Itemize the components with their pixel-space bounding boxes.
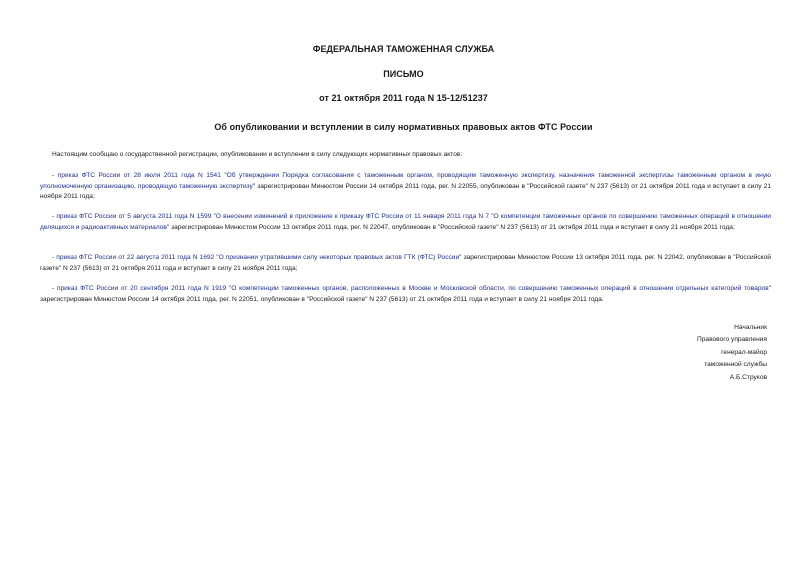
signature-rank: генерал-майор bbox=[721, 348, 767, 356]
document-type: ПИСЬМО bbox=[383, 69, 424, 79]
order-1599-link[interactable]: приказ ФТС России от 5 августа 2011 года N 1599 "О внесении изменений в приложение к приказу ФТС России от 11 января 2011 года N 7 "О компетенции таможенных органов по совершению таможенных операций в отношении делящихся и радиоактивных материалов bbox=[40, 213, 771, 231]
document-subject: Об опубликовании и вступлении в силу нормативных правовых актов ФТС России bbox=[214, 122, 593, 132]
list-item bbox=[40, 171, 771, 203]
signature-title: Начальник bbox=[734, 324, 767, 331]
list-item-prefix: - bbox=[52, 213, 57, 220]
list-item-prefix: - bbox=[52, 285, 57, 292]
order-1692-link[interactable]: приказ ФТС России от 22 августа 2011 года N 1692 "О признании утратившими силу некоторых правовых актов ГТК (ФТС) России bbox=[56, 254, 460, 261]
order-1541-link[interactable]: приказ ФТС России от 28 июля 2011 года N 1541 "Об утверждении Порядка согласования с таможенным органом, проводящим таможенную экспертизу, назначения таможенной экспертизы таможенным органом в иную уполномоченную организацию, проводящую таможенную экспертизу bbox=[40, 172, 771, 190]
signature-block bbox=[567, 322, 767, 384]
document-date-number: от 21 октября 2011 года N 15-12/51237 bbox=[319, 93, 488, 103]
signature-service: таможенной службы bbox=[704, 361, 767, 369]
signature-department: Правового управления bbox=[697, 336, 767, 344]
list-item-prefix: - bbox=[52, 254, 57, 261]
list-item-rest: " зарегистрирован Минюстом России 13 октября 2011 года, рег. N 22047, опубликован в "Российской газете" N 237 (5613) от 21 октября 2011 года и вступает в силу 21 ноября 2011 года; bbox=[166, 223, 735, 231]
list-item bbox=[40, 253, 771, 274]
intro-paragraph: Настоящим сообщаю о государственной регистрации, опубликовании и вступлении в силу следующих нормативных правовых актов: bbox=[52, 151, 463, 158]
list-item-rest: " зарегистрирован Минюстом России 13 октября 2011 года, рег. N 22042, опубликован в "Российской газете" N 237 (5613) от 21 октября 2011 года и вступает в силу 21 ноября 2011 года; bbox=[40, 254, 771, 272]
order-1919-link[interactable]: приказ ФТС России от 20 сентября 2011 года N 1919 "О компетенции таможенных органов, расположенных в Москве и Московской области, по совершению таможенных операций в отношении отдельных категорий товаров bbox=[56, 285, 769, 292]
list-item-rest: " зарегистрирован Минюстом России 14 октября 2011 года, рег. N 22055, опубликован в "Российской газете" N 237 (5613) от 21 октября 2011 года и вступает в силу 21 ноября 2011 года; bbox=[40, 182, 771, 201]
signature-name: А.Б.Струков bbox=[729, 373, 767, 381]
list-item-prefix: - bbox=[52, 172, 58, 179]
list-item bbox=[40, 212, 771, 233]
list-item bbox=[40, 284, 771, 305]
agency-name: ФЕДЕРАЛЬНАЯ ТАМОЖЕННАЯ СЛУЖБА bbox=[312, 44, 495, 54]
list-item-rest: " зарегистрирован Минюстом России 14 октября 2011 года, рег. N 22051, опубликован в "Российской газете" N 237 (5613) от 21 октября 2011 года и вступает в силу 21 ноября 2011 года. bbox=[40, 285, 771, 303]
